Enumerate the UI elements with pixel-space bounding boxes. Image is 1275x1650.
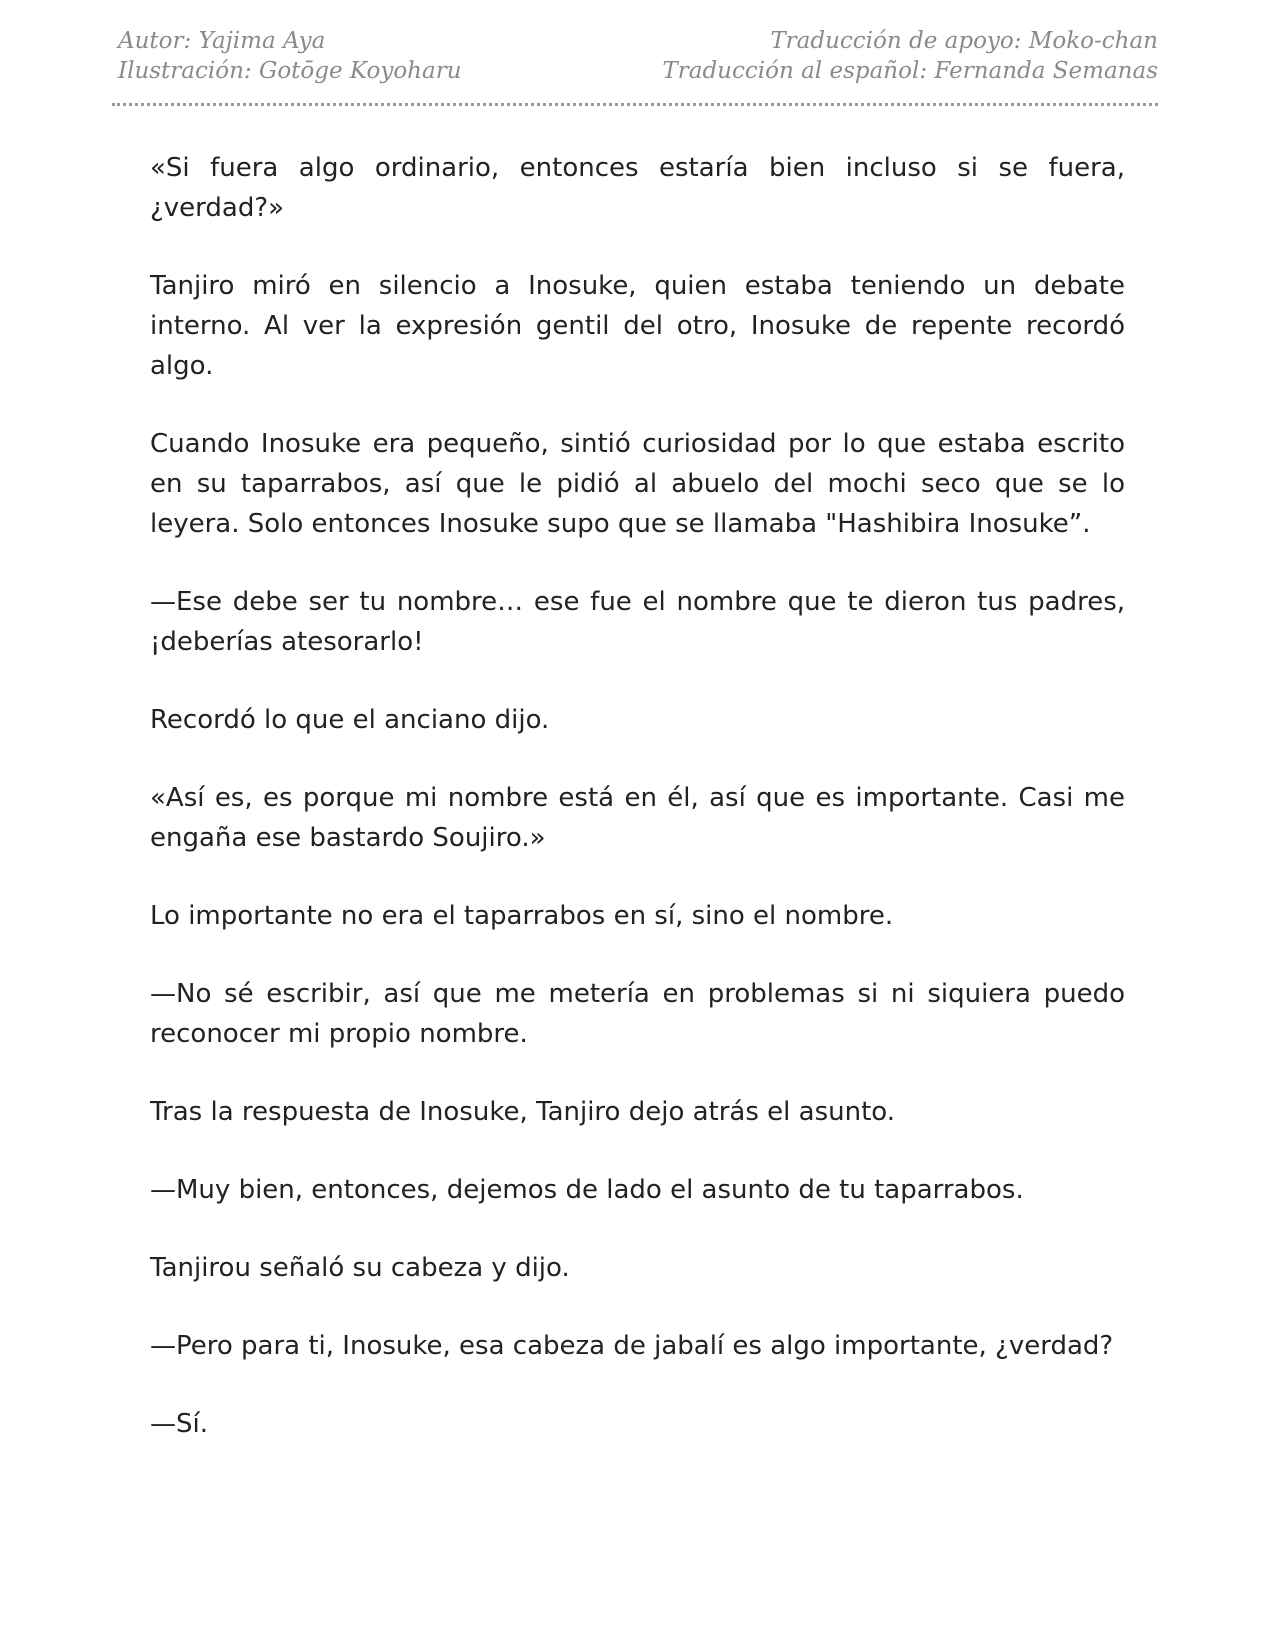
- paragraph: —Muy bien, entonces, dejemos de lado el asunto de tu taparrabos.: [150, 1175, 1024, 1205]
- paragraph: Tanjirou señaló su cabeza y dijo.: [150, 1253, 570, 1283]
- author-credit: Autor: Yajima Aya: [118, 28, 326, 54]
- paragraph: Lo importante no era el taparrabos en sí, sino el nombre.: [150, 901, 894, 931]
- paragraph: Tras la respuesta de Inosuke, Tanjiro dejo atrás el asunto.: [150, 1097, 895, 1127]
- paragraph: —No sé escribir, así que me metería en problemas si ni siquiera puedo reconocer mi propio nombre.: [150, 979, 1125, 1049]
- header-row-top: [118, 26, 1158, 56]
- paragraph: —Pero para ti, Inosuke, esa cabeza de jabalí es algo importante, ¿verdad?: [150, 1331, 1114, 1361]
- paragraph: «Así es, es porque mi nombre está en él, así que es importante. Casi me engaña ese bastardo Soujiro.»: [150, 783, 1125, 853]
- paragraph: Cuando Inosuke era pequeño, sintió curiosidad por lo que estaba escrito en su taparrabos, así que le pidió al abuelo del mochi seco que se lo leyera. Solo entonces Inosuke supo que se llamaba "Hashibira Inosuke”.: [150, 429, 1125, 539]
- support-translation-credit: Traducción de apoyo: Moko-chan: [770, 28, 1158, 54]
- header-divider: [112, 103, 1158, 106]
- spanish-translation-credit: Traducción al español: Fernanda Semanas: [662, 58, 1158, 84]
- page-header: [118, 26, 1158, 86]
- paragraph: Recordó lo que el anciano dijo.: [150, 705, 550, 735]
- paragraph: «Si fuera algo ordinario, entonces estaría bien incluso si se fuera, ¿verdad?»: [150, 153, 1125, 223]
- header-row-bottom: [118, 56, 1158, 86]
- paragraph: —Ese debe ser tu nombre… ese fue el nombre que te dieron tus padres, ¡deberías atesorarlo!: [150, 587, 1125, 657]
- page-body: [150, 148, 1125, 1482]
- paragraph: Tanjiro miró en silencio a Inosuke, quien estaba teniendo un debate interno. Al ver la expresión gentil del otro, Inosuke de repente recordó algo.: [150, 271, 1125, 381]
- illustration-credit: Ilustración: Gotōge Koyoharu: [118, 58, 462, 84]
- paragraph: —Sí.: [150, 1409, 208, 1439]
